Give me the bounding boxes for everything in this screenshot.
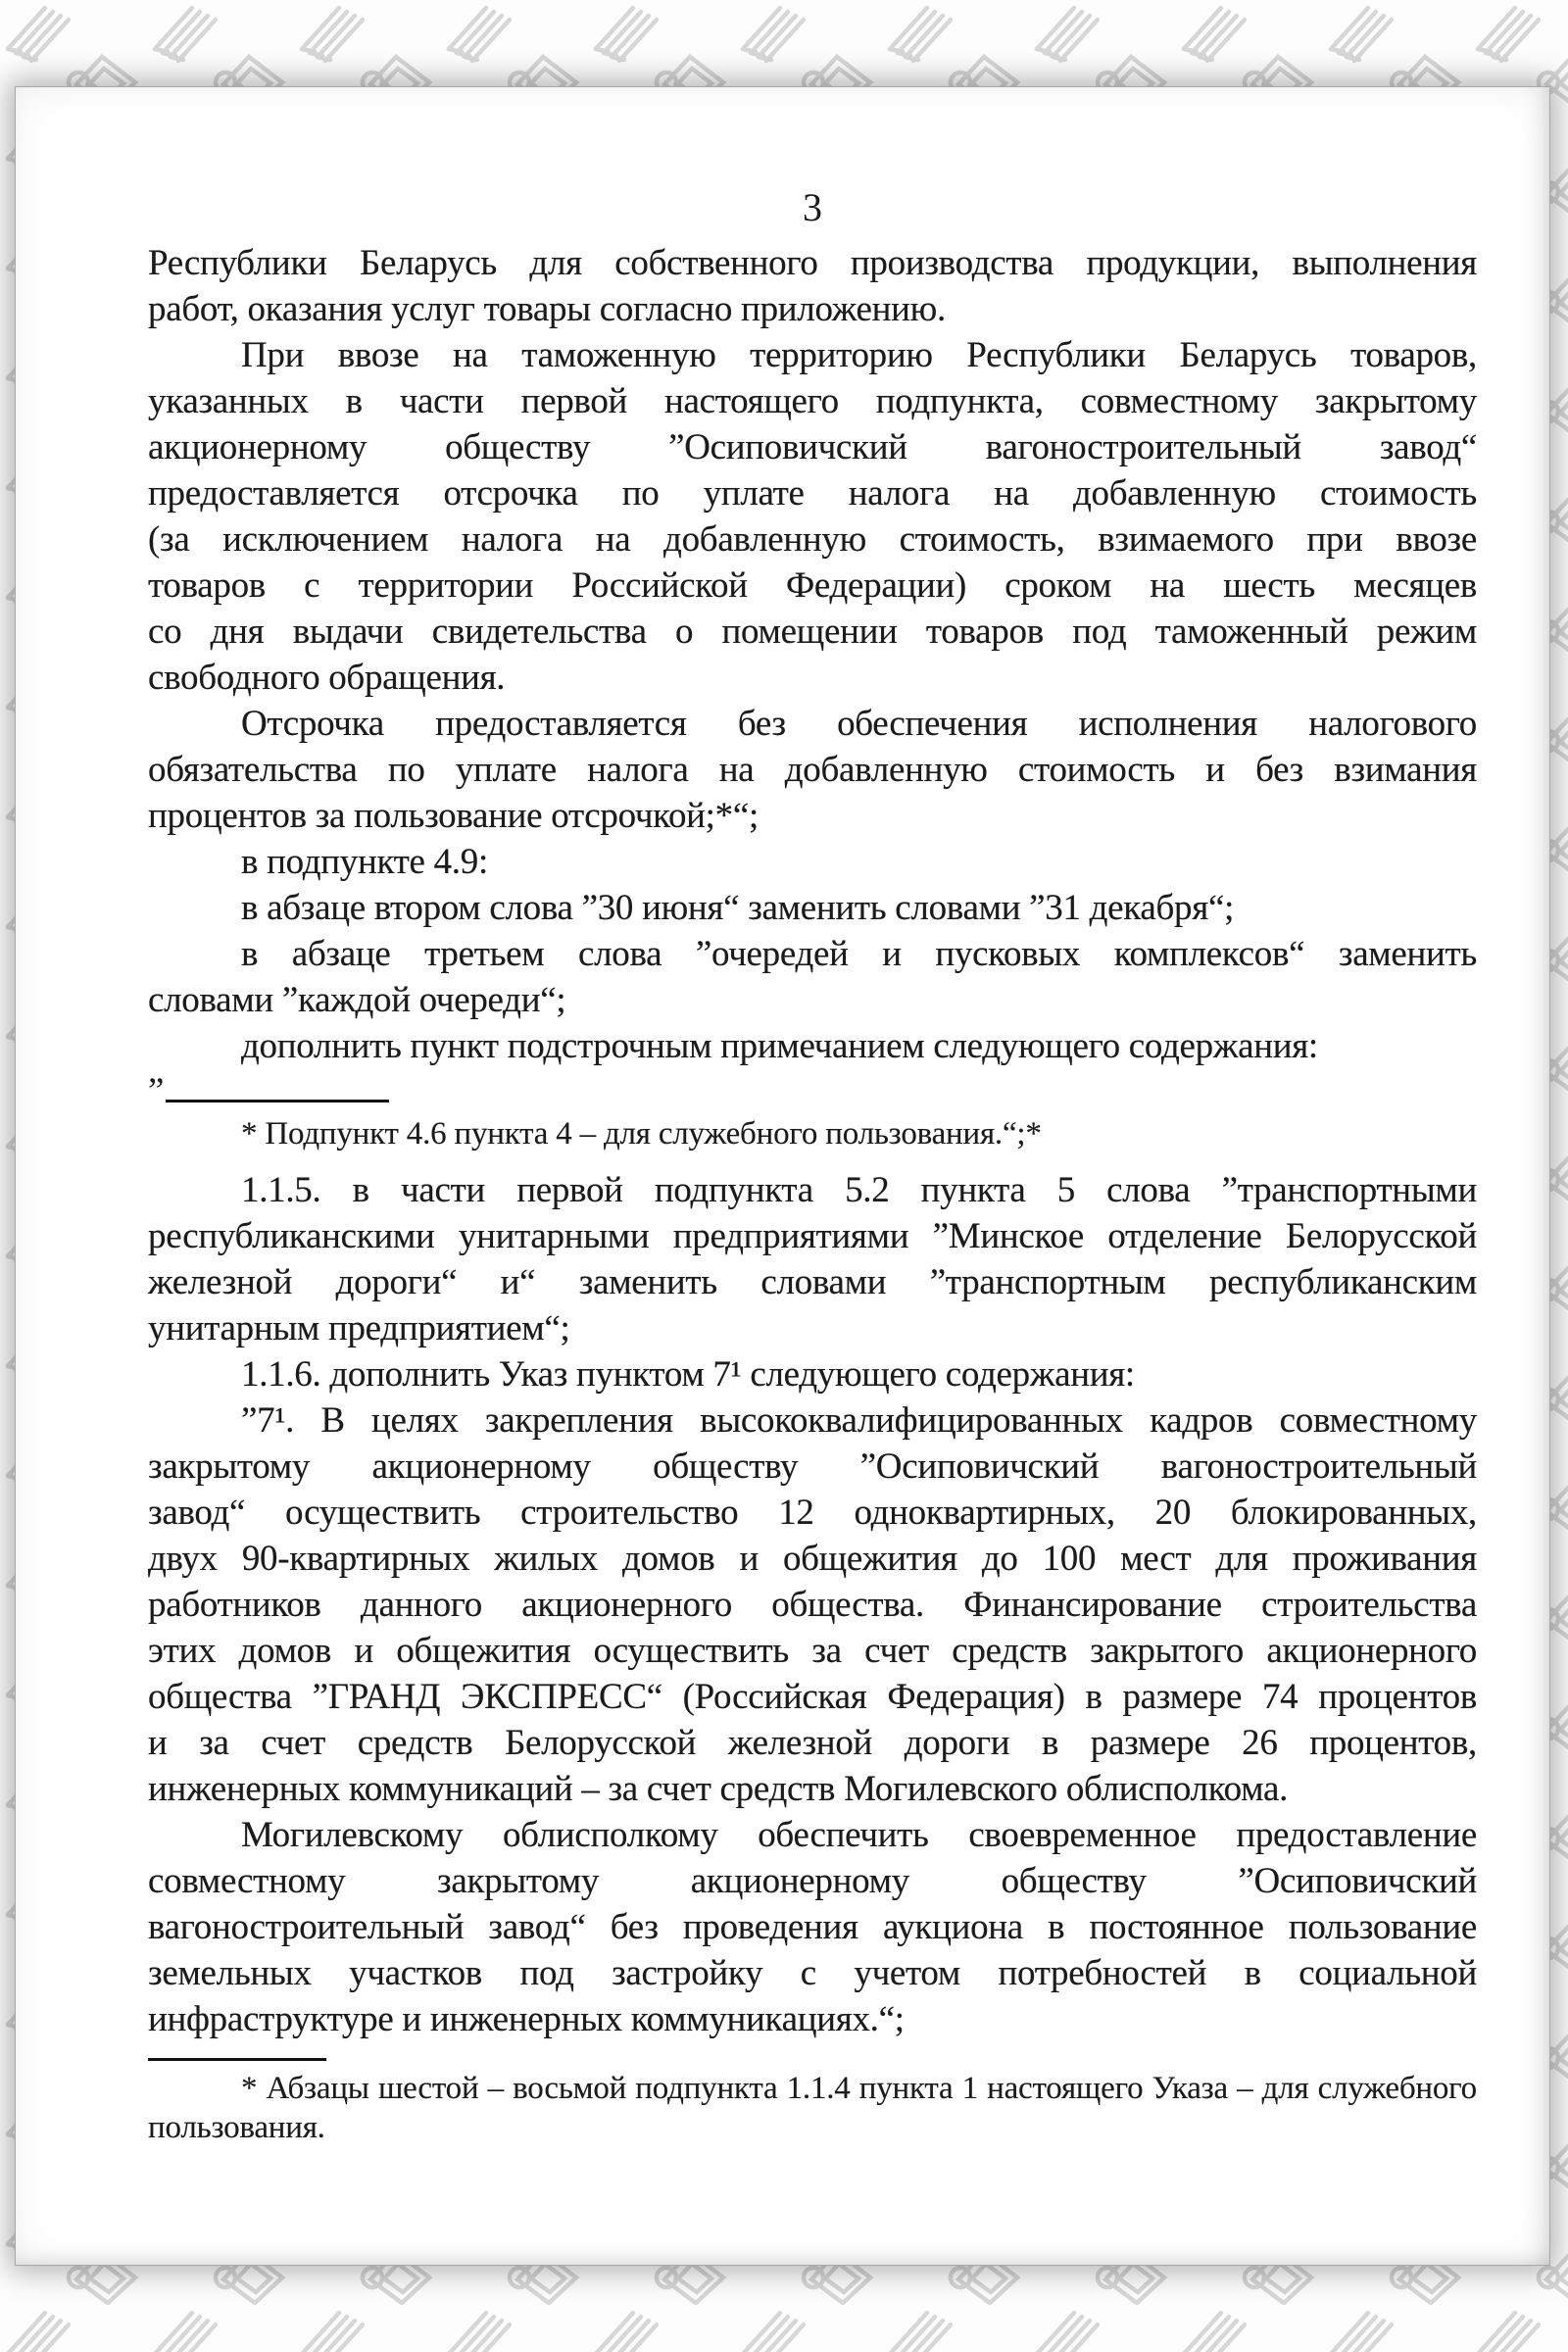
body-line: инженерных коммуникаций – за счет средств Могилевского облисполкома.	[148, 1769, 1289, 1809]
document-page	[15, 86, 1550, 2266]
footnote-line-2: пользования.	[148, 2110, 325, 2145]
body-line: 1.1.5. в части первой подпункта 5.2 пункта 5 слова ”транспортными	[241, 1170, 1477, 1210]
body-line: Могилевскому облисполкому обеспечить своевременное предоставление	[241, 1815, 1477, 1855]
inline-note-quote: ”	[148, 1071, 165, 1111]
body-line: (за исключением налога на добавленную стоимость, взимаемого при ввозе	[148, 519, 1477, 560]
body-line: унитарным предприятием“;	[148, 1308, 570, 1348]
body-line: ”7¹. В целях закрепления высококвалифицированных кадров совместному	[241, 1400, 1477, 1441]
body-line: со дня выдачи свидетельства о помещении товаров под таможенный режим	[148, 612, 1477, 652]
body-line: 1.1.6. дополнить Указ пунктом 7¹ следующего содержания:	[241, 1354, 1135, 1395]
body-line: в абзаце втором слова ”30 июня“ заменить словами ”31 декабря“;	[241, 888, 1235, 928]
inline-note-text: * Подпункт 4.6 пункта 4 – для служебного пользования.“;*	[241, 1116, 1042, 1152]
body-line: дополнить пункт подстрочным примечанием следующего содержания:	[241, 1026, 1318, 1066]
body-line: завод“ осуществить строительство 12 одноквартирных, 20 блокированных,	[148, 1493, 1477, 1533]
body-line: обязательства по уплате налога на добавленную стоимость и без взимания	[148, 750, 1477, 790]
body-line: в подпункте 4.9:	[241, 842, 488, 882]
body-line: процентов за пользование отсрочкой;*“;	[148, 796, 759, 836]
body-line: товаров с территории Российской Федерации) сроком на шесть месяцев	[148, 565, 1477, 606]
body-line: общества ”ГРАНД ЭКСПРЕСС“ (Российская Федерация) в размере 74 процентов	[148, 1677, 1477, 1717]
footnote-line-1: * Абзацы шестой – восьмой подпункта 1.1.4 пункта 1 настоящего Указа – для служебного	[241, 2071, 1477, 2106]
body-line: При ввозе на таможенную территорию Республики Беларусь товаров,	[241, 335, 1477, 375]
body-lines-top	[148, 240, 1477, 1069]
body-line: вагоностроительный завод“ без проведения аукциона в постоянное пользование	[148, 1907, 1477, 1947]
body-line: словами ”каждой очереди“;	[148, 980, 566, 1020]
body-lines-bottom	[148, 1167, 1477, 2042]
body-line: Республики Беларусь для собственного производства продукции, выполнения	[148, 243, 1477, 283]
body-line: железной дороги“ и“ заменить словами ”транспортным республиканским	[148, 1262, 1477, 1302]
inline-note-open	[148, 1069, 1477, 1114]
body-line: указанных в части первой настоящего подпункта, совместному закрытому	[148, 381, 1477, 421]
body-line: республиканскими унитарными предприятиями ”Минское отделение Белорусской	[148, 1216, 1477, 1256]
body-line: двух 90-квартирных жилых домов и общежития до 100 мест для проживания	[148, 1539, 1477, 1579]
inline-note-rule	[166, 1099, 389, 1102]
body-line: совместному закрытому акционерному обществу ”Осиповичский	[148, 1861, 1477, 1901]
body-line: и за счет средств Белорусской железной дороги в размере 26 процентов,	[148, 1723, 1477, 1763]
body-line: свободного обращения.	[148, 658, 506, 698]
page-number: 3	[803, 185, 822, 229]
body-line: акционерному обществу ”Осиповичский вагоностроительный завод“	[148, 427, 1477, 467]
body-line: в абзаце третьем слова ”очередей и пусковых комплексов“ заменить	[241, 934, 1477, 974]
body-line: земельных участков под застройку с учетом потребностей в социальной	[148, 1953, 1477, 1993]
body-line: этих домов и общежития осуществить за счет средств закрытого акционерного	[148, 1631, 1477, 1671]
body-line: инфраструктуре и инженерных коммуникациях.“;	[148, 1999, 905, 2039]
body-line: предоставляется отсрочка по уплате налога на добавленную стоимость	[148, 473, 1477, 514]
footnote-rule	[148, 2058, 326, 2061]
body-line: работников данного акционерного общества. Финансирование строительства	[148, 1585, 1477, 1625]
body-line: Отсрочка предоставляется без обеспечения исполнения налогового	[241, 704, 1477, 744]
body-line: работ, оказания услуг товары согласно приложению.	[148, 289, 946, 329]
body-line: закрытому акционерному обществу ”Осиповичский вагоностроительный	[148, 1446, 1477, 1487]
